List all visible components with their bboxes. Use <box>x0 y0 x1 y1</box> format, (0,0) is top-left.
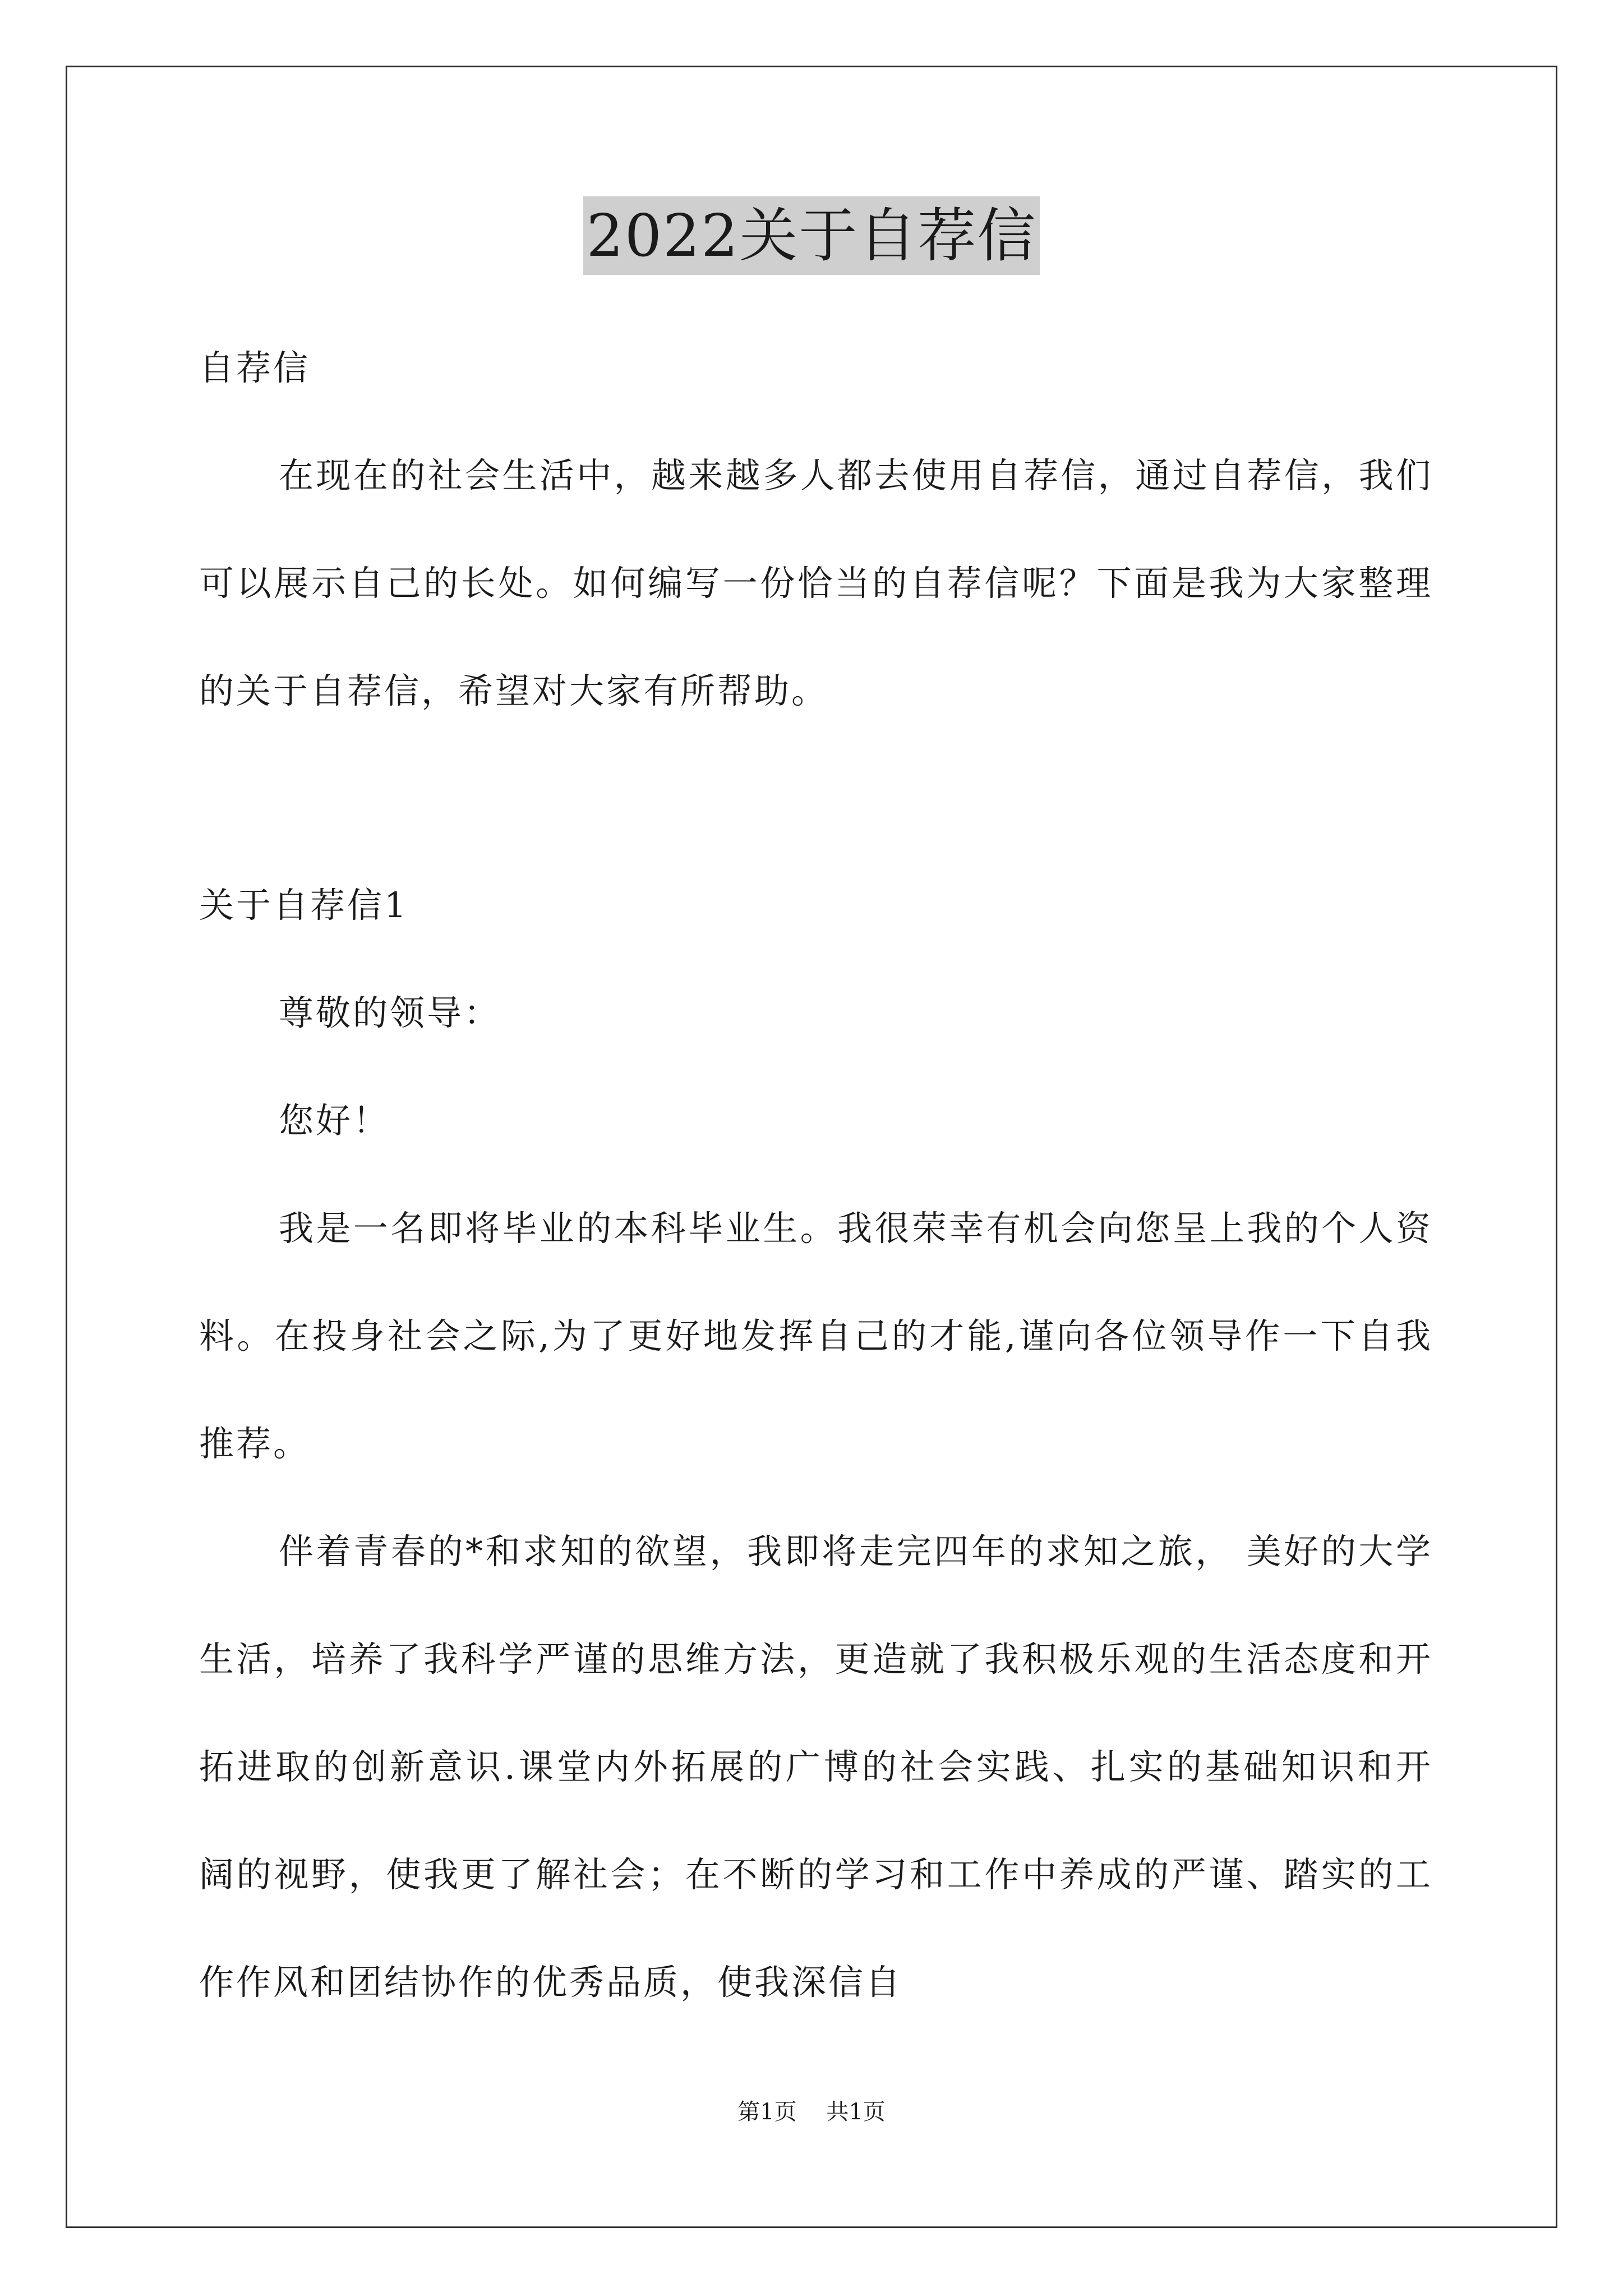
page-footer <box>0 2095 1623 2129</box>
title-container <box>0 196 1623 275</box>
page-number-current: 第1页 <box>737 2099 797 2125</box>
intro-heading: 自荐信 <box>199 347 311 388</box>
body-paragraph-2: 伴着青春的*和求知的欲望，我即将走完四年的求知之旅， 美好的大学生活，培养了我科学严谨的思维方法，更造就了我积极乐观的生活态度和开拓进取的创新意识.课堂内外拓展的广博的社会实践、扎实的基础知识和开阔的视野，使我更了解社会；在不断的学习和工作中养成的严谨、踏实的工作作风和团结协作的优秀品质，使我深信自 <box>199 1531 1433 2003</box>
salutation: 尊敬的领导： <box>279 992 501 1033</box>
page-number-total: 共1页 <box>826 2099 886 2125</box>
document-title: 2022关于自荐信 <box>583 196 1040 275</box>
section-spacer <box>199 745 1433 852</box>
document-body <box>199 314 1433 2036</box>
intro-paragraph: 在现在的社会生活中，越来越多人都去使用自荐信，通过自荐信，我们可以展示自己的长处。如何编写一份恰当的自荐信呢？下面是我为大家整理的关于自荐信，希望对大家有所帮助。 <box>199 455 1433 711</box>
body-paragraph-1: 我是一名即将毕业的本科毕业生。我很荣幸有机会向您呈上我的个人资料。在投身社会之际,为了更好地发挥自己的才能,谨向各位领导作一下自我推荐。 <box>199 1208 1433 1464</box>
greeting: 您好！ <box>279 1100 390 1141</box>
section-heading: 关于自荐信1 <box>199 885 409 926</box>
